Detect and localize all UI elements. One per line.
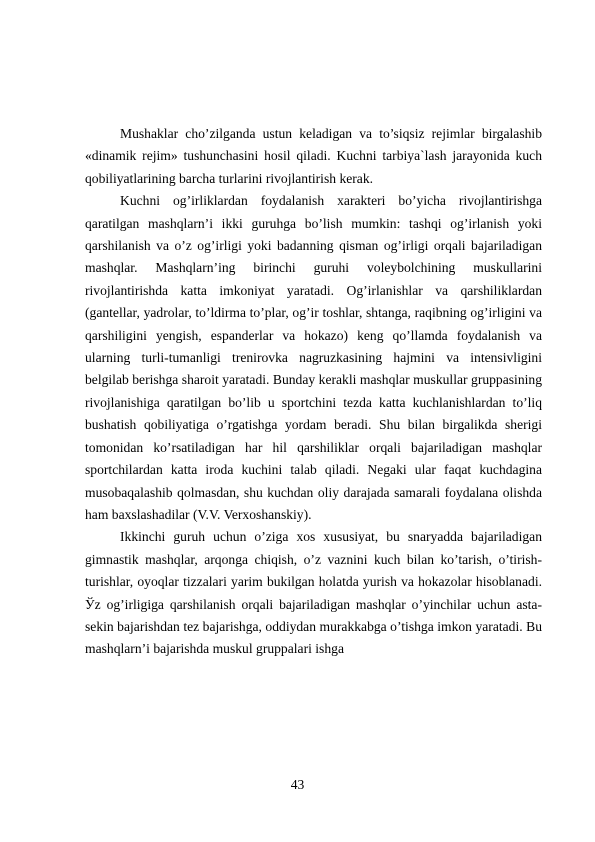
paragraph-dynamic-regime: Mushaklar cho’zilganda ustun keladigan va to’siqsiz rejimlar birgalashib «dinamik rejim» tushunchasini hosil qiladi. Kuchni tarbiya`lash jarayonida kuch qobiliyatlarining barcha turlarini rivojlantirish kerak. (85, 126, 542, 186)
paragraph-first-group: Kuchni og’irliklardan foydalanish xarakteri bo’yicha rivojlantirishga qaratilgan mashqlarn’i ikki guruhga bo’lish mumkin: tashqi og’irlanish yoki qarshilanish va o’z og’irligi yoki badanning qisman og’irligi orqali bajariladigan mashqlar. Mashqlarn’ing birinchi guruhi voleybolchining muskullarini rivojlantirishda katta imkoniyat yaratadi. Og’irlanishlar va qarshiliklardan (gantellar, yadrolar, to’ldirma to’plar, og’ir toshlar, shtanga, raqibning og’irligini va qarshiligini yengish, espanderlar va hokazo) keng qo’llamda foydalanish va ularning turli-tumanligi trenirovka nagruzkasining hajmini va intensivligini belgilab berishga sharoit yaratadi. Bunday kerakli mashqlar muskullar gruppasining rivojlanishiga qaratilgan bo’lib u sportchini tezda katta kuchlanishlardan to’liq bushatish qobiliyatiga o’rgatishga yordam beradi. Shu bilan birgalikda sherigi tomonidan ko’rsatiladigan har hil qarshiliklar orqali bajariladigan mashqlar sportchilardan katta iroda kuchini talab qiladi. Negaki ular faqat kuchdagina musobaqalashib qolmasdan, shu kuchdan oliy darajada samarali foydalana olishda ham baxslashadilar (V.V. Verxoshanskiy). (85, 193, 542, 522)
body-text (85, 123, 542, 661)
paragraph-second-group: Ikkinchi guruh uchun o’ziga xos xususiyat, bu snaryadda bajariladigan gimnastik mashqlar, arqonga chiqish, o’z vaznini kuch bilan ko’tarish, o’tirish-turishlar, oyoqlar tizzalari yarim bukilgan holatda yurish va hokazolar hisoblanadi. Ўz og’irligiga qarshilanish orqali bajariladigan mashqlar o’yinchilar uchun asta-sekin bajarishdan tez bajarishga, oddiydan murakkabga o’tishga imkon yaratadi. Bu mashqlarn’i bajarishda muskul gruppalari ishga (85, 529, 542, 657)
page-number: 43 (290, 777, 305, 792)
